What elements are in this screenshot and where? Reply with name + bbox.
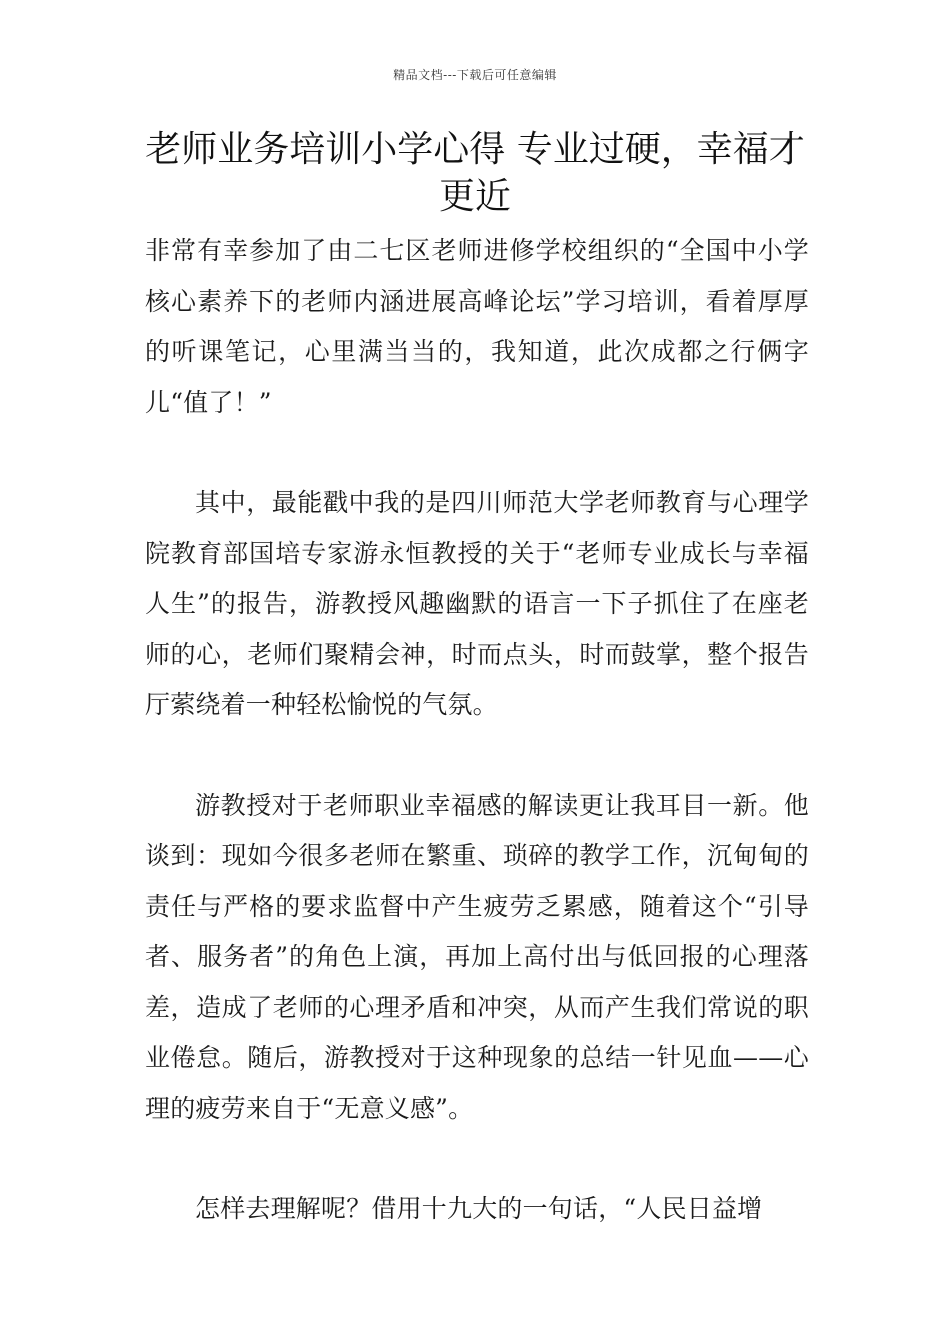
paragraph-3: 游教授对于老师职业幸福感的解读更让我耳目一新。他谈到：现如今很多老师在繁重、琐碎的教学工作，沉甸甸的责任与严格的要求监督中产生疲劳乏累感，随着这个“引导者、服务者”的角色上演，再加上高付出与低回报的心理落差，造成了老师的心理矛盾和冲突，从而产生我们常说的职业倦怠。随后，游教授对于这种现象的总结一针见血——心理的疲劳来自于“无意义感”。: [145, 790, 809, 1123]
header-note: 精品文档---下载后可任意编辑: [393, 68, 557, 82]
document-body: [145, 226, 809, 1235]
paragraph-1: 非常有幸参加了由二七区老师进修学校组织的“全国中小学核心素养下的老师内涵进展高峰论坛”学习培训，看着厚厚的听课笔记，心里满当当的，我知道，此次成都之行俩字儿“值了！”: [145, 236, 809, 417]
paragraph-2: 其中，最能戳中我的是四川师范大学老师教育与心理学院教育部国培专家游永恒教授的关于“老师专业成长与幸福人生”的报告，游教授风趣幽默的语言一下子抓住了在座老师的心，老师们聚精会神，时而点头，时而鼓掌，整个报告厅萦绕着一种轻松愉悦的气氛。: [145, 488, 809, 719]
document-title: 老师业务培训小学心得 专业过硬，幸福才更近: [145, 129, 805, 217]
paragraph-4: 怎样去理解呢？借用十九大的一句话，“人民日益增: [195, 1194, 763, 1223]
